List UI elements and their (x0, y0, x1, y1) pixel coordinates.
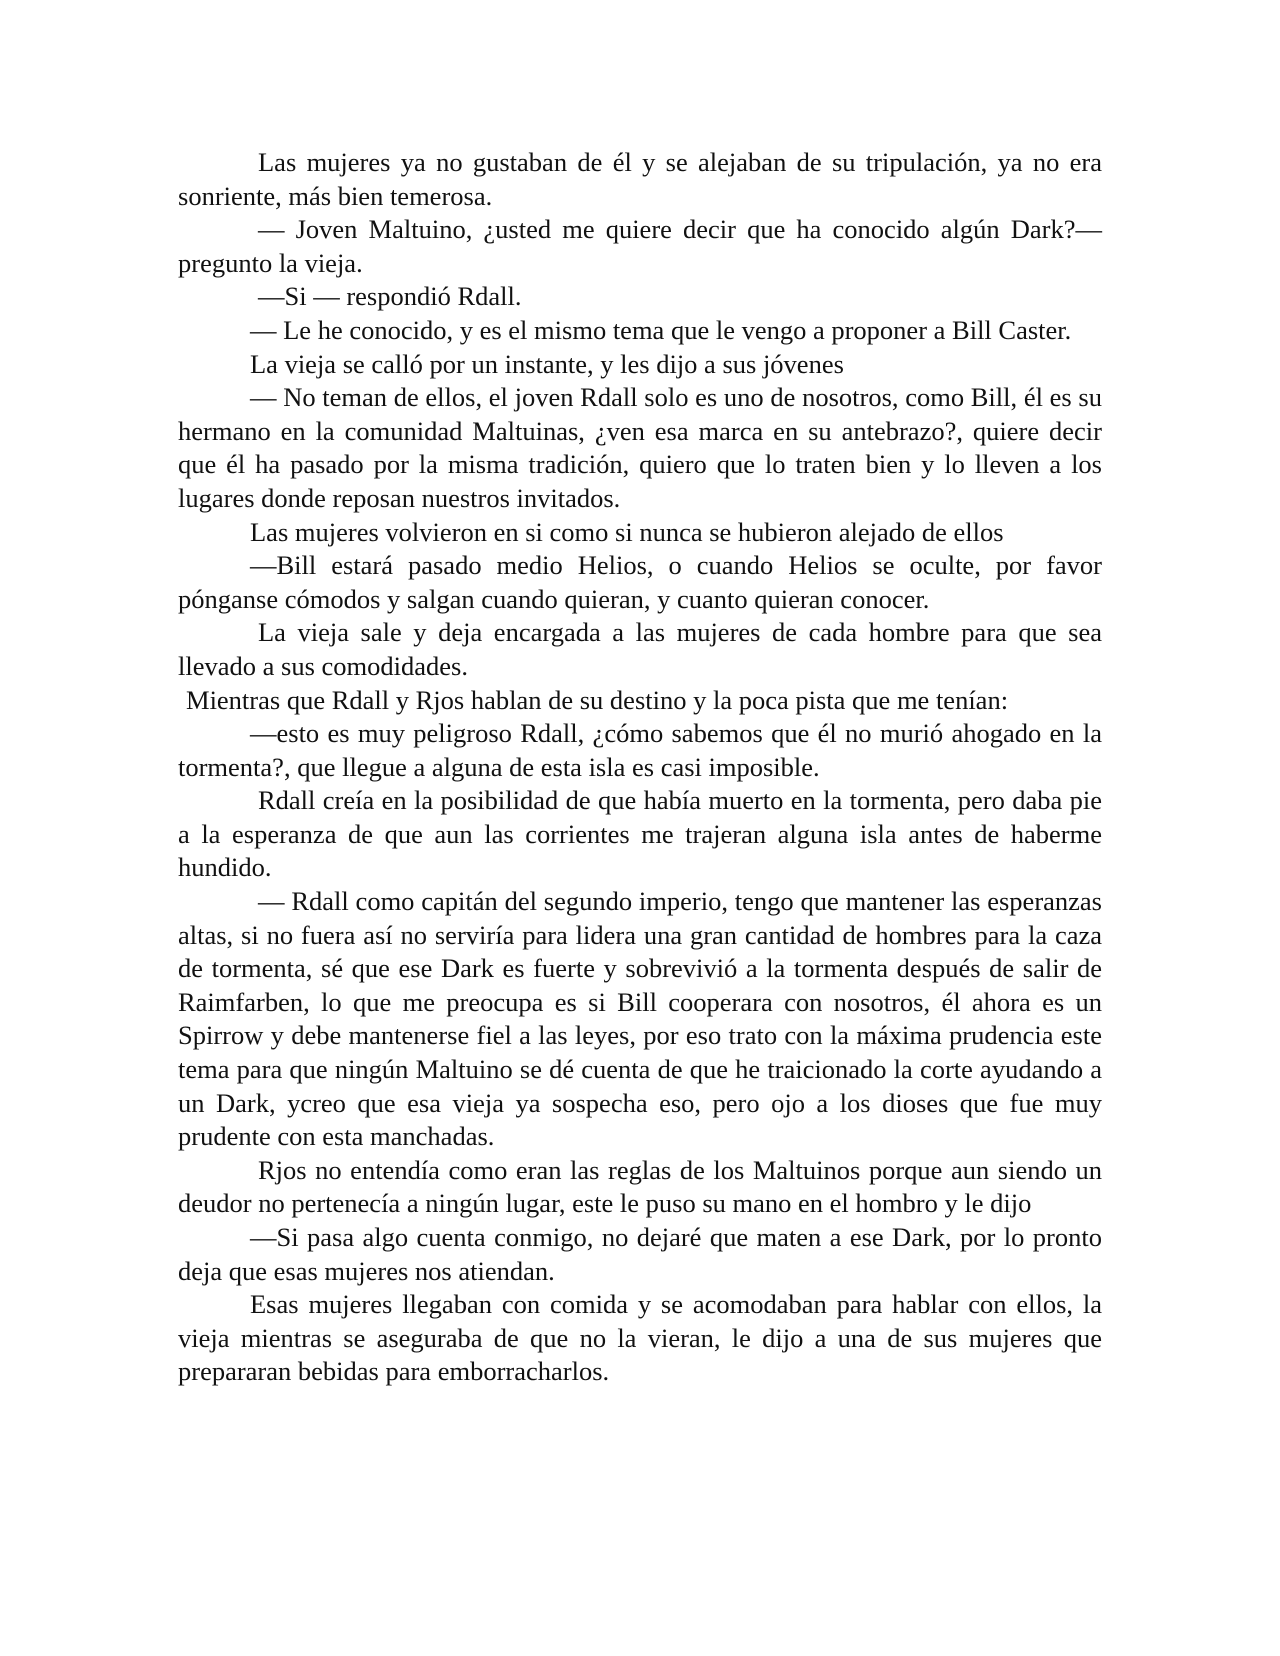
paragraph-15: —Si pasa algo cuenta conmigo, no dejaré que maten a ese Dark, por lo pronto deja que esas mujeres nos atiendan. (178, 1222, 1102, 1286)
paragraph-1: Las mujeres ya no gustaban de él y se alejaban de su tripulación, ya no era sonriente, más bien temerosa. (178, 147, 1102, 211)
paragraph-3: —Si — respondió Rdall. (258, 281, 522, 312)
paragraph-10: Mientras que Rdall y Rjos hablan de su destino y la poca pista que me tenían: (186, 684, 1009, 715)
paragraph-11: —esto es muy peligroso Rdall, ¿cómo sabemos que él no murió ahogado en la tormenta?, que llegue a alguna de esta isla es casi imposible. (178, 718, 1102, 782)
paragraph-16: Esas mujeres llegaban con comida y se acomodaban para hablar con ellos, la vieja mientras se aseguraba de que no la vieran, le dijo a una de sus mujeres que prepararan bebidas para emborracharlos. (178, 1289, 1102, 1387)
document-page (178, 146, 1102, 1389)
paragraph-14: Rjos no entendía como eran las reglas de los Maltuinos porque aun siendo un deudor no pertenecía a ningún lugar, este le puso su mano en el hombro y le dijo (178, 1154, 1102, 1219)
paragraph-2: — Joven Maltuino, ¿usted me quiere decir que ha conocido algún Dark?— pregunto la vieja. (178, 214, 1102, 278)
paragraph-13: — Rdall como capitán del segundo imperio, tengo que mantener las esperanzas altas, si no fuera así no serviría para lidera una gran cantidad de hombres para la caza de tormenta, sé que ese Dark es fuerte y sobrevivió a la tormenta después de salir de Raimfarben, lo que me preocupa es si Bill cooperara con nosotros, él ahora es un Spirrow y debe mantenerse fiel a las leyes, por eso trato con la máxima prudencia este tema para que ningún Maltuino se dé cuenta de que he traicionado la corte ayudando a un Dark, ycreo que esa vieja ya sospecha eso, pero ojo a los dioses que fue muy prudente con esta manchadas. (178, 886, 1102, 1152)
paragraph-12: Rdall creía en la posibilidad de que había muerto en la tormenta, pero daba pie a la esperanza de que aun las corrientes me trajeran alguna isla antes de haberme hundido. (178, 785, 1102, 883)
paragraph-4: — Le he conocido, y es el mismo tema que le vengo a proponer a Bill Caster. (250, 314, 1072, 345)
paragraph-6: — No teman de ellos, el joven Rdall solo es uno de nosotros, como Bill, él es su hermano en la comunidad Maltuinas, ¿ven esa marca en su antebrazo?, quiere decir que él ha pasado por la misma tradición, quiero que lo traten bien y lo lleven a los lugares donde reposan nuestros invitados. (178, 382, 1102, 513)
paragraph-8: —Bill estará pasado medio Helios, o cuando Helios se oculte, por favor pónganse cómodos y salgan cuando quieran, y cuanto quieran conocer. (178, 550, 1102, 614)
paragraph-7: Las mujeres volvieron en si como si nunca se hubieron alejado de ellos (250, 516, 1004, 547)
paragraph-9: La vieja sale y deja encargada a las mujeres de cada hombre para que sea llevado a sus comodidades. (178, 617, 1102, 681)
paragraph-5: La vieja se calló por un instante, y les dijo a sus jóvenes (250, 348, 844, 379)
